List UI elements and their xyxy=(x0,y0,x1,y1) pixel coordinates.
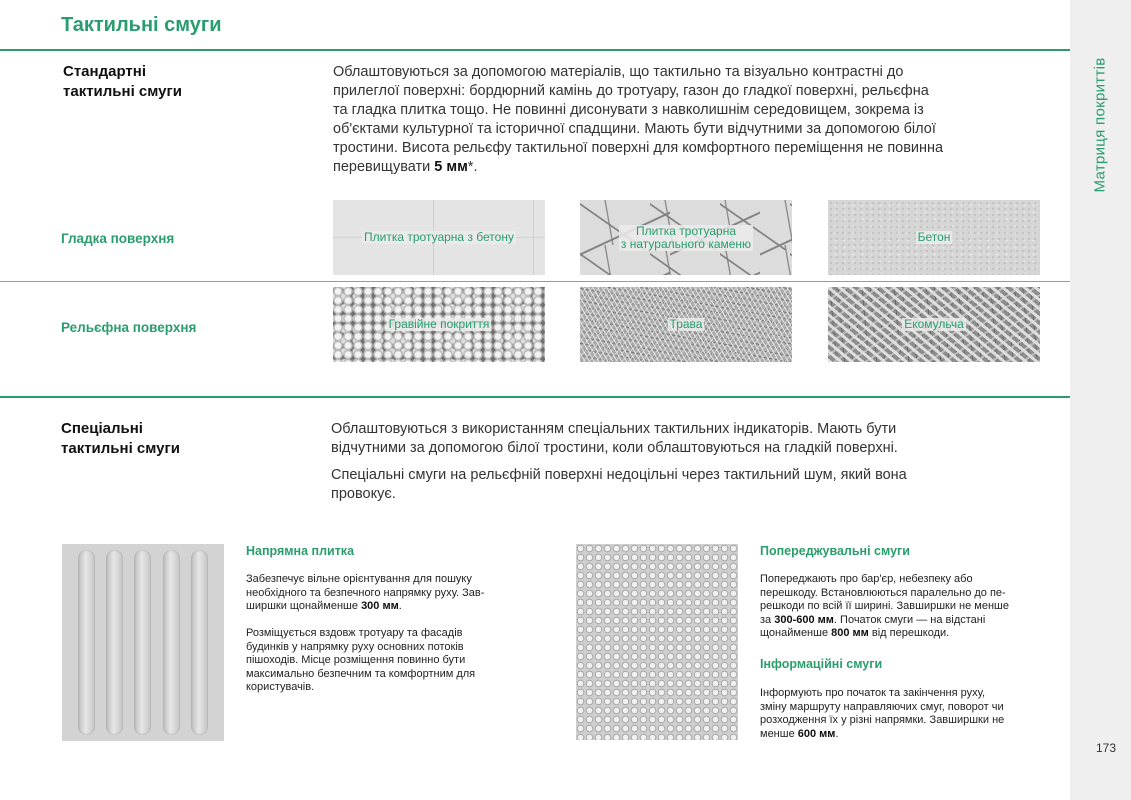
standard-line: прилеглої поверхні: бордюрний камінь до тротуару, газон до гладкої поверхні, рельєфна xyxy=(333,83,929,99)
guide-line: будинків у напрямку руху основних потоків xyxy=(246,640,464,653)
guide-paragraph-2 xyxy=(246,627,536,695)
special-line: Спеціальні смуги на рельєфній поверхні недоцільні через тактильний шум, який вона xyxy=(331,467,907,483)
standard-line: тростини. Висота рельєфу тактильної поверхні для комфортного переміщення не повинна xyxy=(333,140,944,156)
warning-line: решкоди по всій її ширині. Завширшки не менше xyxy=(760,600,1009,612)
tile-eco-mulch xyxy=(828,287,1040,362)
warning-line xyxy=(760,614,1060,628)
section-divider xyxy=(0,396,1070,398)
guide-line: Розміщується вздовж тротуару та фасадів xyxy=(246,627,463,639)
text-span: ширшки щонайменше xyxy=(246,600,362,612)
guide-bar xyxy=(163,550,180,735)
text-span: . xyxy=(835,727,839,740)
standard-paragraph xyxy=(333,63,1053,177)
text-span: *. xyxy=(467,159,478,175)
standard-heading-line2: тактильні смуги xyxy=(63,83,182,100)
special-line: Облаштовуються з використанням спеціальних тактильних індикаторів. Мають бути xyxy=(331,421,897,437)
warning-line: Попереджають про бар'єр, небезпеку або xyxy=(760,573,973,585)
guide-bar xyxy=(78,550,95,735)
text-span: щонайменше xyxy=(760,627,832,639)
tile-caption: Бетон xyxy=(917,230,951,244)
guide-line: пішоходів. Місце розміщення повинно бути xyxy=(246,654,466,666)
special-heading xyxy=(61,419,180,459)
standard-heading-line1: Стандартні xyxy=(63,63,146,80)
standard-line: Облаштовуються за допомогою матеріалів, що тактильно та візуально контрастні до xyxy=(333,64,904,80)
guide-paragraph-1 xyxy=(246,573,536,614)
tile-caption: Трава xyxy=(669,317,703,331)
special-heading-line1: Спеціальні xyxy=(61,420,143,437)
guide-line-last xyxy=(246,600,536,614)
info-title: Інформаційні смуги xyxy=(760,657,883,671)
guide-bar xyxy=(134,550,151,735)
guide-line: користувачів. xyxy=(246,681,315,693)
standard-heading xyxy=(63,62,182,102)
info-line: розходження їх у різні напрямки. Завширшки не xyxy=(760,714,1005,726)
special-heading-line2: тактильні смуги xyxy=(61,440,180,457)
info-line: зміну маршруту направляючих смуг, поворот чи xyxy=(760,700,1004,713)
tile-caption: Плитка тротуарна з бетону xyxy=(364,230,514,244)
tile-caption-line2: з натурального каменю xyxy=(620,236,752,251)
warning-line xyxy=(760,627,1060,641)
relief-surface-label: Рельєфна поверхня xyxy=(61,320,197,335)
warning-tile-image xyxy=(576,544,738,740)
guide-line: максимально безпечним та комфортним для xyxy=(246,667,476,680)
page-number: 173 xyxy=(1096,741,1117,755)
tile-caption xyxy=(619,225,753,251)
page-title: Тактильні смуги xyxy=(61,14,222,36)
text-span: перевищувати xyxy=(333,159,435,175)
width-value: 300-600 мм xyxy=(774,613,834,626)
top-divider xyxy=(0,49,1070,51)
row-divider xyxy=(333,281,1070,282)
side-section-label: Матриця покриттів xyxy=(1091,57,1109,193)
text-span: за xyxy=(760,613,775,626)
guide-tile-image xyxy=(62,544,224,741)
special-paragraph-2 xyxy=(331,466,1051,504)
text-span: менше xyxy=(760,727,798,740)
distance-value: 800 мм xyxy=(831,627,869,639)
width-value: 600 мм xyxy=(797,727,836,740)
tile-concrete-paving xyxy=(333,200,545,275)
tile-caption-line1: Плитка тротуарна xyxy=(635,223,737,238)
text-span: від перешкоди. xyxy=(868,627,950,639)
text-span: . xyxy=(398,600,402,612)
info-line xyxy=(760,728,1060,742)
tile-concrete xyxy=(828,200,1040,275)
tile-gravel xyxy=(333,287,545,362)
smooth-surface-label: Гладка поверхня xyxy=(61,231,175,246)
height-value: 5 мм xyxy=(434,159,468,175)
guide-line: Забезпечує вільне орієнтування для пошуку xyxy=(246,573,472,585)
special-paragraph-1 xyxy=(331,420,1051,458)
standard-line: та гладка плитка тощо. Не повинні дисонувати з навколишнім середовищем, зокрема із xyxy=(333,102,924,118)
special-line: провокує. xyxy=(331,486,396,502)
special-line: відчутними за допомогою білої тростини, коли облаштовуються на гладкій поверхні. xyxy=(331,440,898,456)
standard-line: об'єктами культурної та історичної спадщини. Мають бути відчутними за допомогою білої xyxy=(333,121,936,137)
tile-caption: Гравійне покриття xyxy=(388,317,490,331)
guide-bar xyxy=(106,550,123,735)
warning-line: перешкоду. Встановлюються паралельно до пе- xyxy=(760,586,1006,599)
standard-line-last xyxy=(333,158,1053,177)
info-line: Інформують про початок та закінчення руху, xyxy=(760,687,986,699)
tile-natural-stone xyxy=(580,200,792,275)
tile-caption: Екомульча xyxy=(904,317,964,331)
text-span: . Початок смуги — на відстані xyxy=(833,613,986,626)
width-value: 300 мм xyxy=(361,600,399,612)
info-paragraph xyxy=(760,687,1060,741)
guide-bar xyxy=(191,550,208,735)
guide-title: Напрямна плитка xyxy=(246,544,355,558)
row-divider-left xyxy=(0,281,333,282)
warning-title: Попереджувальні смуги xyxy=(760,544,910,558)
warning-paragraph xyxy=(760,573,1060,641)
tile-grass xyxy=(580,287,792,362)
guide-line: необхідного та безпечного напрямку руху. Зав- xyxy=(246,586,485,599)
